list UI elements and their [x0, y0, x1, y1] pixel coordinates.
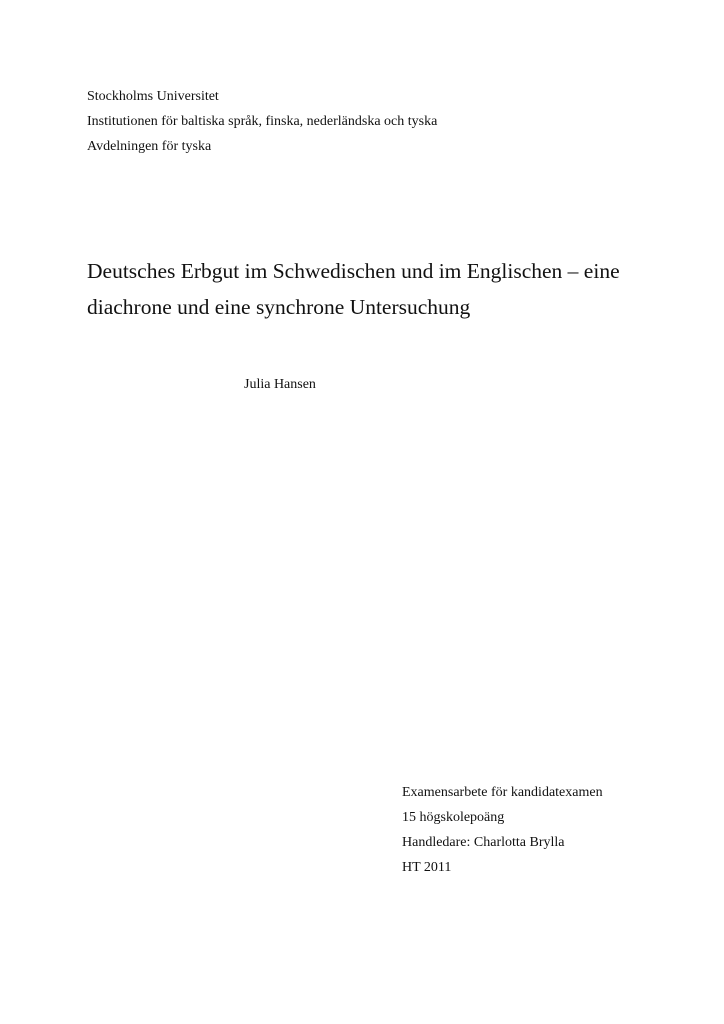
- term: HT 2011: [402, 860, 452, 875]
- author-name: Julia Hansen: [244, 377, 316, 392]
- supervisor: Handledare: Charlotta Brylla: [402, 835, 565, 850]
- title-line-1: Deutsches Erbgut im Schwedischen und im Englischen – eine: [87, 259, 620, 283]
- credits: 15 högskolepoäng: [402, 810, 505, 825]
- institution-header: [87, 84, 437, 159]
- title-line-2: diachrone und eine synchrone Untersuchung: [87, 295, 471, 319]
- document-title: [87, 253, 687, 325]
- thesis-info: [402, 780, 603, 880]
- thesis-type: Examensarbete för kandidatexamen: [402, 785, 603, 800]
- department-name: Avdelningen för tyska: [87, 139, 212, 154]
- institution-name: Institutionen för baltiska språk, finska, nederländska och tyska: [87, 114, 438, 129]
- university-name: Stockholms Universitet: [87, 89, 219, 104]
